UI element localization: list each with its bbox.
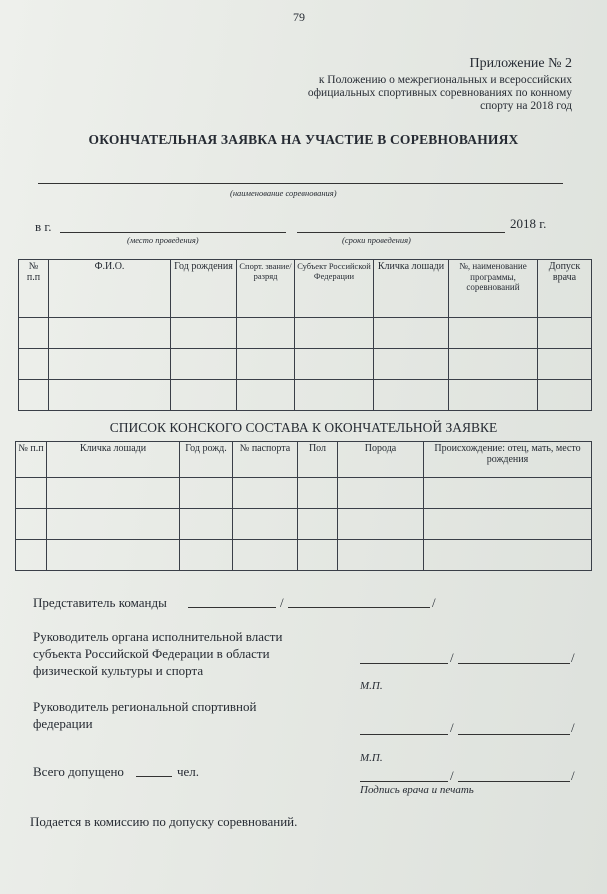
federation-head-label xyxy=(33,698,256,732)
doctor-signature-line[interactable] xyxy=(360,781,448,782)
table-row[interactable] xyxy=(16,478,592,509)
table-row[interactable] xyxy=(19,318,592,349)
annex-line: к Положению о межрегиональных и всероссийских xyxy=(318,74,572,86)
form-title: ОКОНЧАТЕЛЬНАЯ ЗАЯВКА НА УЧАСТИЕ В СОРЕВНОВАНИЯХ xyxy=(88,132,519,147)
doctor-name-line[interactable] xyxy=(458,781,570,782)
competition-name-line[interactable] xyxy=(38,183,563,184)
column-header: Субъект Российской Федерации xyxy=(295,260,374,318)
column-header: Происхождение: отец, мать, место рождения xyxy=(424,442,592,478)
label-line: Руководитель региональной спортивной xyxy=(33,699,257,714)
annex-reference xyxy=(242,74,572,113)
table-row[interactable] xyxy=(16,509,592,540)
team-rep-label: Представитель команды xyxy=(33,595,167,610)
column-header: Кличка лошади xyxy=(374,260,449,318)
column-header: № п.п xyxy=(19,260,49,318)
column-header: Год рождения xyxy=(171,260,237,318)
column-header: № п.п xyxy=(16,442,47,478)
table-row[interactable] xyxy=(16,540,592,571)
label-line: физической культуры и спорта xyxy=(33,663,204,678)
admitted-count-line[interactable] xyxy=(136,776,172,777)
slash: / xyxy=(450,720,454,735)
column-header: Допуск врача xyxy=(538,260,592,318)
exec-signature-line[interactable] xyxy=(360,663,448,664)
column-header: № паспорта xyxy=(233,442,298,478)
column-header: Спорт. звание/ разряд xyxy=(237,260,295,318)
stamp-place-label: М.П. xyxy=(360,752,383,764)
column-header: №, наименование программы, соревнований xyxy=(449,260,538,318)
slash: / xyxy=(432,595,436,610)
column-header: Порода xyxy=(338,442,424,478)
exec-name-line[interactable] xyxy=(458,663,570,664)
venue-line[interactable] xyxy=(60,232,286,233)
dates-hint: (сроки проведения) xyxy=(342,235,411,245)
annex-line: официальных спортивных соревнованиях по конному xyxy=(307,87,572,99)
annex-line: спорту на 2018 год xyxy=(480,100,572,112)
table-header-row xyxy=(16,442,592,478)
horse-list-title: СПИСОК КОНСКОГО СОСТАВА К ОКОНЧАТЕЛЬНОЙ ЗАЯВКЕ xyxy=(109,420,498,435)
slash: / xyxy=(450,768,454,783)
column-header: Пол xyxy=(298,442,338,478)
label-line: Руководитель органа исполнительной власти xyxy=(33,629,283,644)
slash: / xyxy=(571,650,575,665)
table-row[interactable] xyxy=(19,380,592,411)
doctor-signature-hint: Подпись врача и печать xyxy=(360,784,474,796)
slash: / xyxy=(571,720,575,735)
team-rep-signature-line[interactable] xyxy=(188,607,276,608)
team-rep-name-line[interactable] xyxy=(288,607,430,608)
column-header: Год рожд. xyxy=(180,442,233,478)
slash: / xyxy=(450,650,454,665)
footer-note: Подается в комиссию по допуску соревнований. xyxy=(30,814,298,829)
stamp-place-label: М.П. xyxy=(360,680,383,692)
page-number: 79 xyxy=(293,10,305,24)
table-row[interactable] xyxy=(19,349,592,380)
federation-signature-line[interactable] xyxy=(360,734,448,735)
annex-title: Приложение № 2 xyxy=(469,56,572,71)
federation-name-line[interactable] xyxy=(458,734,570,735)
exec-head-label xyxy=(33,628,282,679)
admitted-prefix: Всего допущено xyxy=(33,764,124,779)
admitted-suffix: чел. xyxy=(177,764,200,779)
column-header: Кличка лошади xyxy=(47,442,180,478)
dates-line[interactable] xyxy=(297,232,505,233)
column-header: Ф.И.О. xyxy=(49,260,171,318)
participants-table xyxy=(18,259,592,411)
slash: / xyxy=(280,595,284,610)
horses-table xyxy=(15,441,592,571)
slash: / xyxy=(571,768,575,783)
competition-name-hint: (наименование соревнования) xyxy=(230,188,337,198)
year-label: 2018 г. xyxy=(510,216,547,231)
label-line: федерации xyxy=(33,716,93,731)
city-prefix: в г. xyxy=(35,219,52,234)
table-header-row xyxy=(19,260,592,318)
venue-hint: (место проведения) xyxy=(127,235,199,245)
label-line: субъекта Российской Федерации в области xyxy=(33,646,270,661)
